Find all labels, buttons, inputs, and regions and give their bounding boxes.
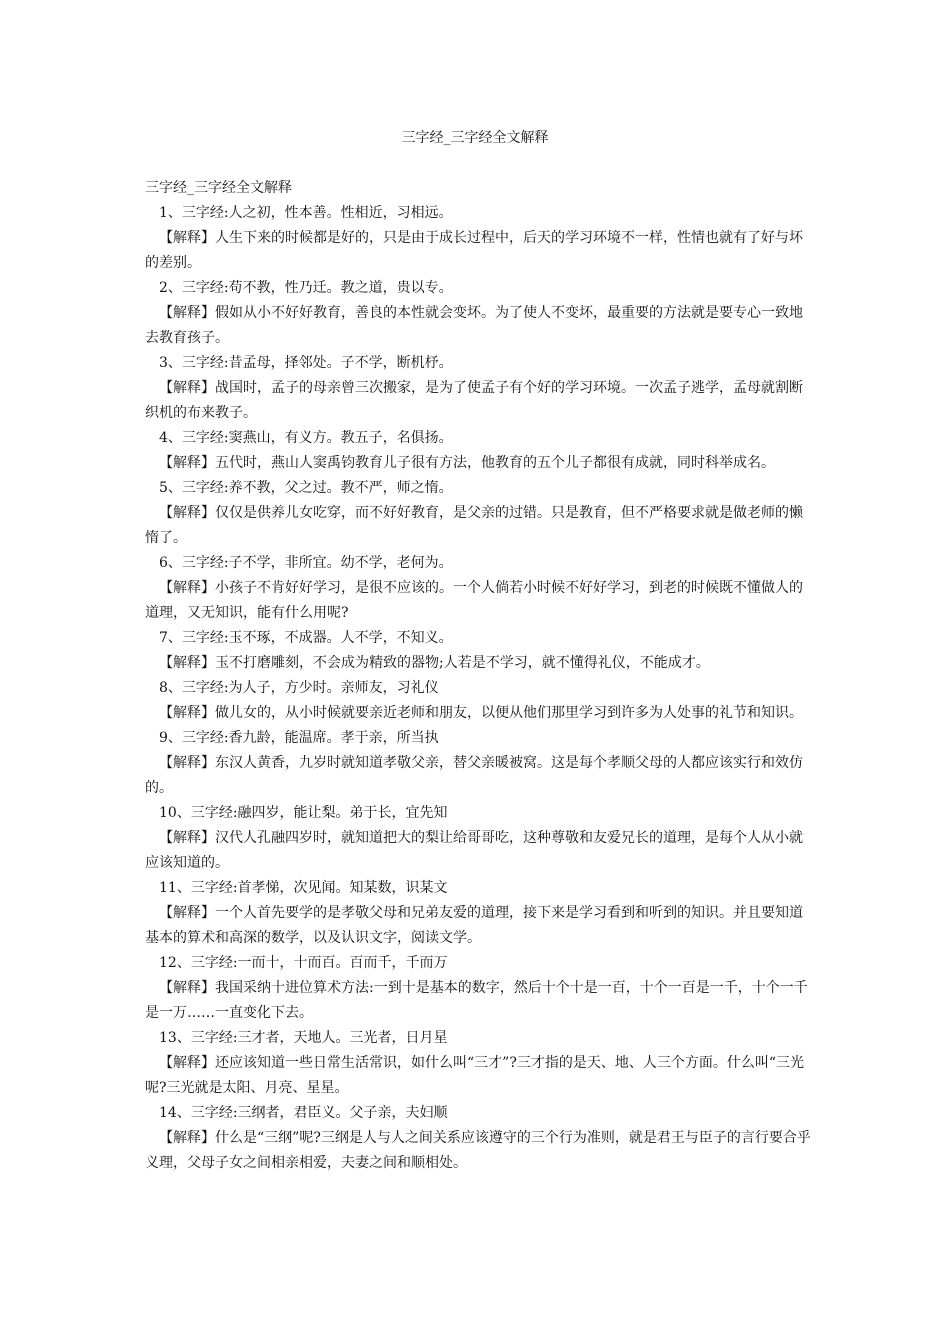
explanation-text: 小孩子不肯好好学习，是很不应该的。一个人倘若小时候不好好学习，到老的时候既不懂做人的道理，又无知识，能有什么用呢? xyxy=(145,580,803,621)
explanation-tag: 【解释】 xyxy=(159,305,215,321)
explanation-paragraph xyxy=(145,701,813,726)
explanation-text: 什么是“三纲”呢?三纲是人与人之间关系应该遵守的三个行为准则，就是君王与臣子的言行要合乎义理，父母子女之间相亲相爱，夫妻之间和顺相处。 xyxy=(145,1130,811,1171)
explanation-text: 一个人首先要学的是孝敬父母和兄弟友爱的道理，接下来是学习看到和听到的知识。并且要知道基本的算术和高深的数学，以及认识文字，阅读文学。 xyxy=(145,905,803,946)
explanation-text: 假如从小不好好教育，善良的本性就会变坏。为了使人不变坏，最重要的方法就是要专心一致地去教育孩子。 xyxy=(145,305,803,346)
explanation-paragraph xyxy=(145,576,813,626)
verse-line: 7、三字经:玉不琢，不成器。人不学，不知义。 xyxy=(159,630,453,646)
explanation-paragraph xyxy=(145,651,813,676)
verse-line: 6、三字经:子不学，非所宜。幼不学，老何为。 xyxy=(159,555,453,571)
explanation-tag: 【解释】 xyxy=(159,830,215,846)
explanation-text: 玉不打磨雕刻，不会成为精致的器物;人若是不学习，就不懂得礼仪，不能成才。 xyxy=(215,655,710,671)
explanation-paragraph xyxy=(145,976,813,1026)
explanation-paragraph xyxy=(145,501,813,551)
explanation-paragraph xyxy=(145,1126,813,1176)
explanation-text: 战国时，孟子的母亲曾三次搬家，是为了使孟子有个好的学习环境。一次孟子逃学，孟母就割断织机的布来教子。 xyxy=(145,380,803,421)
explanation-paragraph xyxy=(145,451,813,476)
explanation-text: 人生下来的时候都是好的，只是由于成长过程中，后天的学习环境不一样，性情也就有了好与坏的差别。 xyxy=(145,230,803,271)
document-subtitle: 三字经_三字经全文解释 xyxy=(145,180,292,196)
explanation-tag: 【解释】 xyxy=(159,505,215,521)
explanation-tag: 【解释】 xyxy=(159,230,215,246)
explanation-paragraph xyxy=(145,301,813,351)
verse-line: 1、三字经:人之初，性本善。性相近，习相远。 xyxy=(159,205,453,221)
explanation-tag: 【解释】 xyxy=(159,755,215,771)
explanation-tag: 【解释】 xyxy=(159,905,215,921)
explanation-tag: 【解释】 xyxy=(159,1055,215,1071)
verse-line: 13、三字经:三才者，天地人。三光者，日月星 xyxy=(159,1030,448,1046)
verse-line: 10、三字经:融四岁，能让梨。弟于长，宜先知 xyxy=(159,805,448,821)
explanation-text: 做儿女的，从小时候就要亲近老师和朋友，以便从他们那里学习到许多为人处事的礼节和知识。 xyxy=(215,705,803,721)
document-title: 三字经_三字经全文解释 xyxy=(401,130,549,146)
explanation-paragraph xyxy=(145,751,813,801)
verse-line: 4、三字经:窦燕山，有义方。教五子，名俱扬。 xyxy=(159,430,453,446)
explanation-text: 汉代人孔融四岁时，就知道把大的梨让给哥哥吃，这种尊敬和友爱兄长的道理，是每个人从小就应该知道的。 xyxy=(145,830,803,871)
explanation-tag: 【解释】 xyxy=(159,380,215,396)
explanation-paragraph xyxy=(145,376,813,426)
verse-line: 14、三字经:三纲者，君臣义。父子亲，夫妇顺 xyxy=(159,1105,448,1121)
verse-line: 5、三字经:养不教，父之过。教不严，师之惰。 xyxy=(159,480,453,496)
explanation-text: 仅仅是供养儿女吃穿，而不好好教育，是父亲的过错。只是教育，但不严格要求就是做老师的懒惰了。 xyxy=(145,505,803,546)
explanation-text: 五代时，燕山人窦禹钧教育儿子很有方法，他教育的五个儿子都很有成就，同时科举成名。 xyxy=(215,455,775,471)
explanation-paragraph xyxy=(145,1051,813,1101)
explanation-tag: 【解释】 xyxy=(159,655,215,671)
explanation-tag: 【解释】 xyxy=(159,455,215,471)
explanation-text: 我国采纳十进位算术方法:一到十是基本的数字，然后十个十是一百，十个一百是一千，十个一千是一万……一直变化下去。 xyxy=(145,980,808,1021)
explanation-text: 还应该知道一些日常生活常识，如什么叫“三才”?三才指的是天、地、人三个方面。什么叫“三光呢?三光就是太阳、月亮、星星。 xyxy=(145,1055,804,1096)
explanation-tag: 【解释】 xyxy=(159,705,215,721)
verse-line: 11、三字经:首孝悌，次见闻。知某数，识某文 xyxy=(159,880,448,896)
explanation-tag: 【解释】 xyxy=(159,1130,215,1146)
explanation-tag: 【解释】 xyxy=(159,580,215,596)
document-body xyxy=(145,176,813,1176)
explanation-tag: 【解释】 xyxy=(159,980,215,996)
verse-line: 12、三字经:一而十，十而百。百而千，千而万 xyxy=(159,955,448,971)
explanation-text: 东汉人黄香，九岁时就知道孝敬父亲，替父亲暖被窝。这是每个孝顺父母的人都应该实行和效仿的。 xyxy=(145,755,803,796)
verse-line: 9、三字经:香九龄，能温席。孝于亲，所当执 xyxy=(159,730,439,746)
explanation-paragraph xyxy=(145,826,813,876)
verse-line: 8、三字经:为人子，方少时。亲师友，习礼仪 xyxy=(159,680,439,696)
verse-line: 3、三字经:昔孟母，择邻处。子不学，断机杼。 xyxy=(159,355,453,371)
explanation-paragraph xyxy=(145,226,813,276)
explanation-paragraph xyxy=(145,901,813,951)
verse-line: 2、三字经:苟不教，性乃迁。教之道，贵以专。 xyxy=(159,280,453,296)
